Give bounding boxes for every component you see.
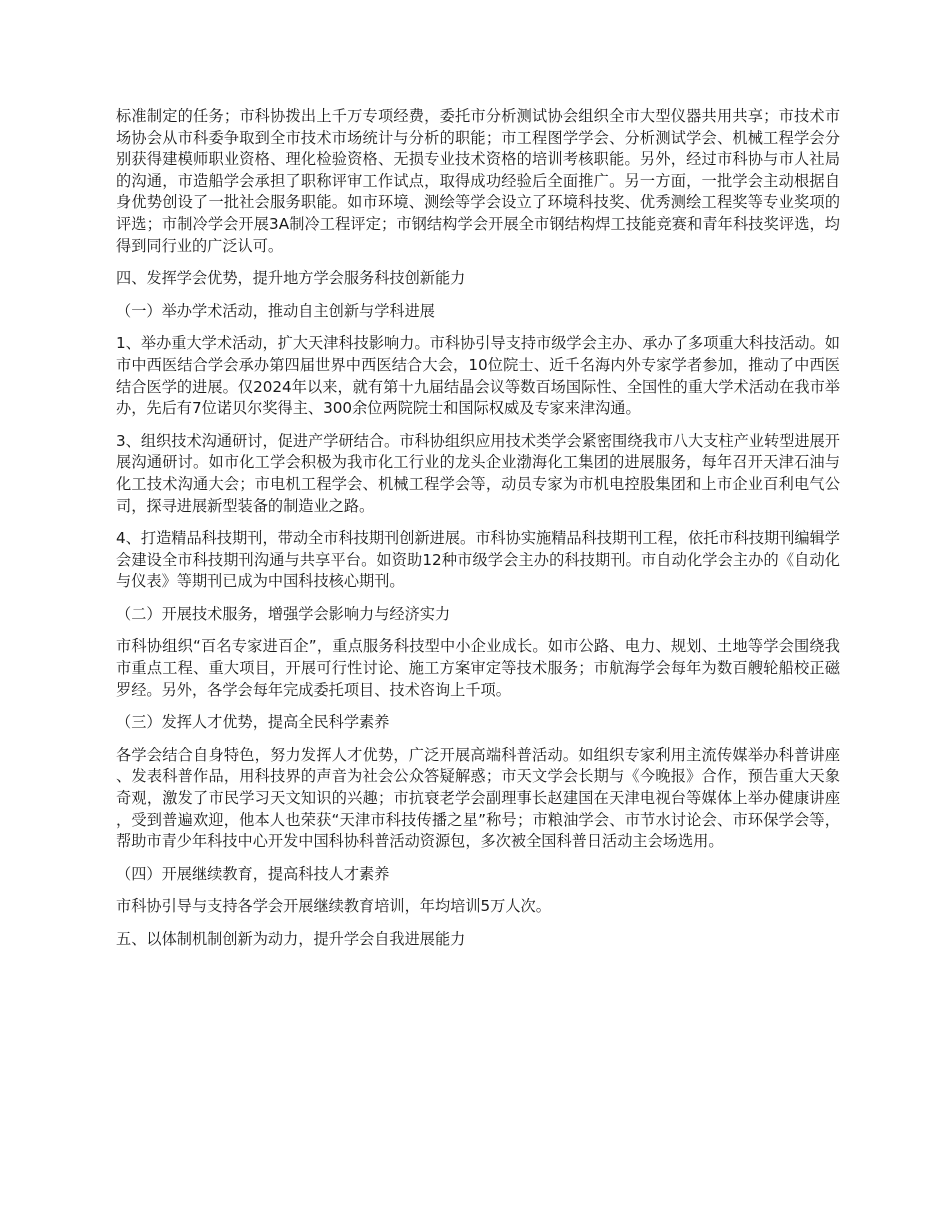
- document-page: [116, 106, 840, 962]
- paragraph-standards-tasks: 标准制定的任务；市科协拨出上千万专项经费，委托市分析测试协会组织全市大型仪器共用共享；市技术市场协会从市科委争取到全市技术市场统计与分析的职能；市工程图学学会、分析测试学会、机械工程学会分别获得建模师职业资格、理化检验资格、无损专业技术资格的培训考核职能。另外，经过市科协与市人社局的沟通，市造船学会承担了职称评审工作试点，取得成功经验后全面推广。另一方面，一批学会主动根据自身优势创设了一批社会服务职能。如市环境、测绘等学会设立了环境科技奖、优秀测绘工程奖等专业奖项的评选；市制冷学会开展3A制冷工程评定；市钢结构学会开展全市钢结构焊工技能竞赛和青年科技奖评选，均得到同行业的广泛认可。: [116, 107, 840, 255]
- paragraph-major-academic-activities: 1、举办重大学术活动，扩大天津科技影响力。市科协引导支持市级学会主办、承办了多项重大科技活动。如市中西医结合学会承办第四届世界中西医结合大会，10位院士、近千名海内外专家学者参加，推动了中西医结合医学的进展。仅2024年以来，就有第十九届结晶会议等数百场国际性、全国性的重大学术活动在我市举办，先后有7位诺贝尔奖得主、300余位两院院士和国际权威及专家来津沟通。: [116, 334, 840, 418]
- paragraph-training: 市科协引导与支持各学会开展继续教育培训，年均培训5万人次。: [116, 897, 551, 916]
- paragraph-science-popularization: 各学会结合自身特色，努力发挥人才优势，广泛开展高端科普活动。如组织专家利用主流传媒举办科普讲座、发表科普作品，用科技界的声音为社会公众答疑解惑；市天文学会长期与《今晚报》合作，预告重大天象奇观，激发了市民学习天文知识的兴趣；市抗衰老学会副理事长赵建国在天津电视台等媒体上举办健康讲座，受到普遍欢迎，他本人也荣获“天津市科技传播之星”称号；市粮油学会、市节水讨论会、市环保学会等，帮助市青少年科技中心开发中国科协科普活动资源包，多次被全国科普日活动主会场选用。: [116, 745, 840, 851]
- subsection-heading-technical-services: （二）开展技术服务，增强学会影响力与经济实力: [116, 604, 451, 623]
- paragraph-expert-services: 市科协组织“百名专家进百企”，重点服务科技型中小企业成长。如市公路、电力、规划、土地等学会围绕我市重点工程、重大项目，开展可行性讨论、施工方案审定等技术服务；市航海学会每年为数百艘轮船校正磁罗经。另外，各学会每年完成委托项目、技术咨询上千项。: [116, 637, 840, 699]
- subsection-heading-academic: （一）举办学术活动，推动自主创新与学科进展: [116, 301, 435, 320]
- section-heading-4: 四、发挥学会优势，提升地方学会服务科技创新能力: [116, 269, 466, 288]
- subsection-heading-talent: （三）发挥人才优势，提高全民科学素养: [116, 713, 390, 732]
- subsection-heading-continuing-education: （四）开展继续教育，提高科技人才素养: [116, 864, 390, 883]
- paragraph-technical-exchange: 3、组织技术沟通研讨，促进产学研结合。市科协组织应用技术类学会紧密围绕我市八大支柱产业转型进展开展沟通研讨。如市化工学会积极为我市化工行业的龙头企业渤海化工集团的进展服务，每年召开天津石油与化工技术沟通大会；市电机工程学会、机械工程学会等，动员专家为市机电控股集团和上市企业百利电气公司，探寻进展新型装备的制造业之路。: [116, 431, 840, 515]
- section-heading-5: 五、以体制机制创新为动力，提升学会自我进展能力: [116, 930, 466, 948]
- paragraph-journals: 4、打造精品科技期刊，带动全市科技期刊创新进展。市科协实施精品科技期刊工程，依托市科技期刊编辑学会建设全市科技期刊沟通与共享平台。如资助12种市级学会主办的科技期刊。市自动化学会主办的《自动化与仪表》等期刊已成为中国科技核心期刊。: [116, 529, 840, 591]
